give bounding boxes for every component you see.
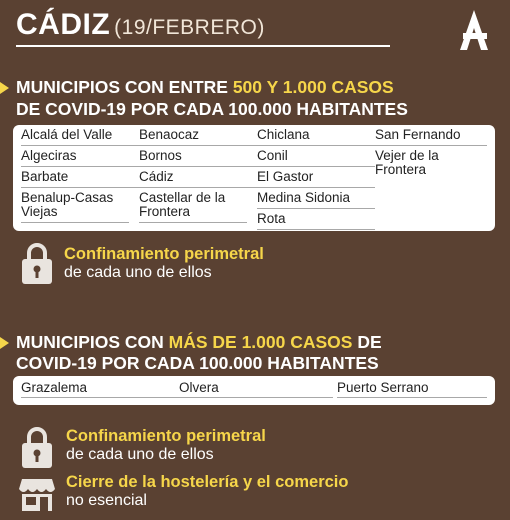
section1-heading-text: MUNICIPIOS CON ENTRE	[16, 77, 233, 97]
section1-heading-line2: DE COVID-19 POR CADA 100.000 HABITANTES	[16, 99, 408, 119]
lock-icon	[20, 241, 54, 285]
section2-heading	[16, 331, 382, 353]
list-item: Olvera	[179, 379, 333, 398]
measure-subtitle: de cada uno de ellos	[64, 264, 212, 281]
section1-heading	[16, 76, 394, 98]
measure-subtitle: no esencial	[66, 492, 147, 509]
measure-title: Confinamiento perimetral	[66, 427, 266, 445]
section2-heading-highlight: MÁS DE 1.000 CASOS	[168, 332, 353, 352]
list-item: Medina Sidonia	[257, 188, 375, 209]
list-item: Puerto Serrano	[337, 379, 487, 398]
list-item: San Fernando	[375, 125, 487, 146]
measure-subtitle: de cada uno de ellos	[66, 446, 214, 463]
title-underline	[16, 45, 390, 47]
list-item: Castellar de la Frontera	[139, 188, 247, 223]
measure-title: Confinamiento perimetral	[64, 245, 264, 263]
list-item: Algeciras	[21, 146, 139, 167]
municipalities-column-3	[257, 125, 375, 230]
triangle-bullet-icon	[0, 337, 9, 349]
andalucia-logo-icon	[452, 8, 496, 52]
section2-heading-text: MUNICIPIOS CON	[16, 332, 169, 352]
lock-icon	[20, 425, 54, 469]
date-label: (19/FEBRERO)	[114, 16, 265, 39]
municipalities-column-2	[139, 125, 257, 223]
municipalities-column-4	[375, 125, 487, 180]
list-item: Grazalema	[21, 379, 183, 398]
store-icon	[18, 475, 56, 513]
list-item: Barbate	[21, 167, 139, 188]
list-item: Benalup-Casas Viejas	[21, 188, 129, 223]
list-item: El Gastor	[257, 167, 375, 188]
list-item: Bornos	[139, 146, 257, 167]
municipalities-panel-2	[13, 376, 495, 405]
page-title	[16, 8, 265, 42]
measure-title: Cierre de la hostelería y el comercio	[66, 473, 349, 491]
list-item: Conil	[257, 146, 375, 167]
section2-heading-text-end: DE	[352, 332, 382, 352]
list-item: Vejer de la Frontera	[375, 148, 439, 177]
triangle-bullet-icon	[0, 82, 9, 94]
list-item: Rota	[257, 209, 375, 230]
list-item: Benaocaz	[139, 125, 257, 146]
section2-heading-line2: COVID-19 POR CADA 100.000 HABITANTES	[16, 353, 379, 373]
list-item: Cádiz	[139, 167, 257, 188]
section1-heading-highlight: 500 Y 1.000 CASOS	[232, 77, 394, 97]
municipalities-column-1	[21, 125, 139, 223]
municipalities-panel-1	[13, 125, 495, 231]
province-title: CÁDIZ	[16, 8, 111, 41]
list-item: Alcalá del Valle	[21, 125, 139, 146]
list-item: Chiclana	[257, 125, 375, 146]
